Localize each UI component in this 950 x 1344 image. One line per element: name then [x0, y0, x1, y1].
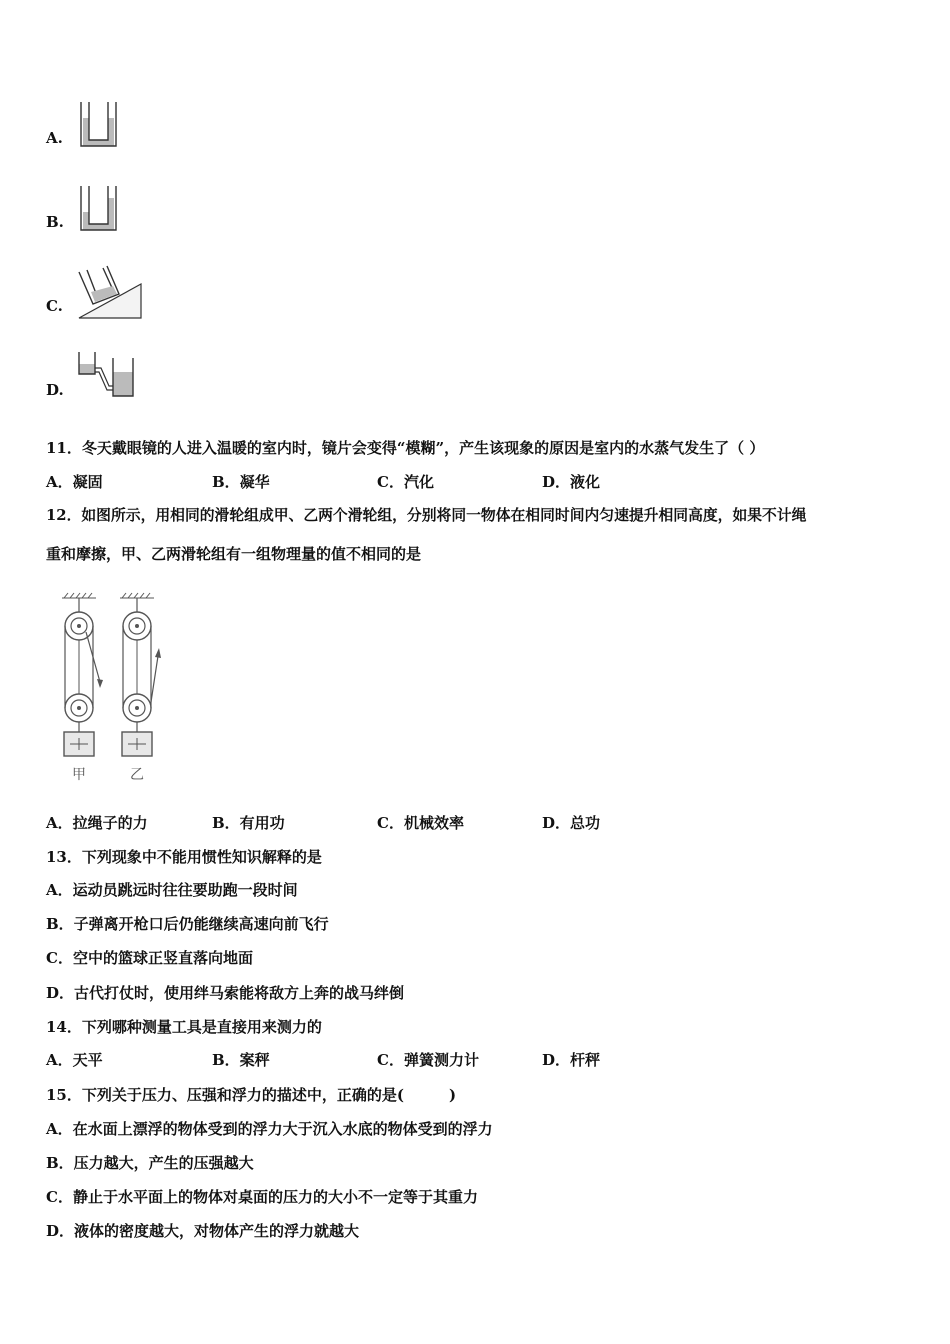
q15-option-c: C．静止于水平面上的物体对桌面的压力的大小不一定等于其重力: [46, 1188, 478, 1206]
q12-stem-line2: 重和摩擦，甲、乙两滑轮组有一组物理量的值不相同的是: [46, 545, 422, 563]
q10-option-c-letter: C.: [46, 297, 63, 315]
q12-option-a: A．拉绳子的力: [46, 814, 148, 832]
q14-option-c: C．弹簧测力计: [377, 1051, 479, 1069]
q13-option-b: B．子弹离开枪口后仍能继续高速向前飞行: [46, 915, 329, 933]
q15-option-a: A．在水面上漂浮的物体受到的浮力大于沉入水底的物体受到的浮力: [46, 1120, 493, 1138]
u-tube-equal-level-icon: [75, 100, 123, 150]
q10-option-d-letter: D.: [46, 381, 64, 399]
q12-stem-line1: 12．如图所示，用相同的滑轮组成甲、乙两个滑轮组，分别将同一物体在相同时间内匀速提升相同高度，如果不计绳: [46, 507, 807, 524]
q13-option-a: A．运动员跳远时往往要助跑一段时间: [46, 881, 298, 899]
q11-option-b: B．凝华: [212, 473, 270, 491]
q15-option-d: D．液体的密度越大，对物体产生的浮力就越大: [46, 1222, 360, 1240]
q11-stem: 11．冬天戴眼镜的人进入温暖的室内时，镜片会变得“模糊”，产生该现象的原因是室内的水蒸气发生了（ ）: [46, 439, 765, 457]
q14-option-a: A．天平: [46, 1051, 103, 1069]
ceiling-right: [120, 593, 154, 598]
q12-option-d: D．总功: [542, 814, 601, 832]
q10-option-a-letter: A.: [46, 129, 63, 147]
q15-stem: 15．下列关于压力、压强和浮力的描述中，正确的是( ): [46, 1086, 457, 1104]
connected-containers-icon: [75, 350, 139, 400]
q11-option-a: A．凝固: [46, 473, 103, 491]
q14-stem: 14．下列哪种测量工具是直接用来测力的: [46, 1018, 322, 1036]
q13-stem: 13．下列现象中不能用惯性知识解释的是: [46, 848, 322, 866]
q14-option-b: B．案秤: [212, 1051, 270, 1069]
q13-option-d: D．古代打仗时，使用绊马索能将敌方上奔的战马绊倒: [46, 984, 405, 1002]
q10-option-b-letter: B.: [46, 213, 64, 231]
q12-option-c: C．机械效率: [377, 814, 464, 832]
u-tube-unequal-level-icon: [75, 184, 123, 234]
pulley-label-jia: 甲: [72, 767, 86, 783]
q12-option-b: B．有用功: [212, 814, 285, 832]
pulley-label-yi: 乙: [130, 767, 144, 783]
q11-option-c: C．汽化: [377, 473, 434, 491]
q13-option-c: C．空中的篮球正竖直落向地面: [46, 949, 253, 967]
q11-option-d: D．液化: [542, 473, 601, 491]
ceiling-left: [62, 593, 96, 598]
q14-option-d: D．杆秤: [542, 1051, 601, 1069]
tilted-u-tube-on-slope-icon: [75, 264, 145, 322]
q15-option-b: B．压力越大，产生的压强越大: [46, 1154, 254, 1172]
pulley-systems-figure: [56, 592, 176, 792]
